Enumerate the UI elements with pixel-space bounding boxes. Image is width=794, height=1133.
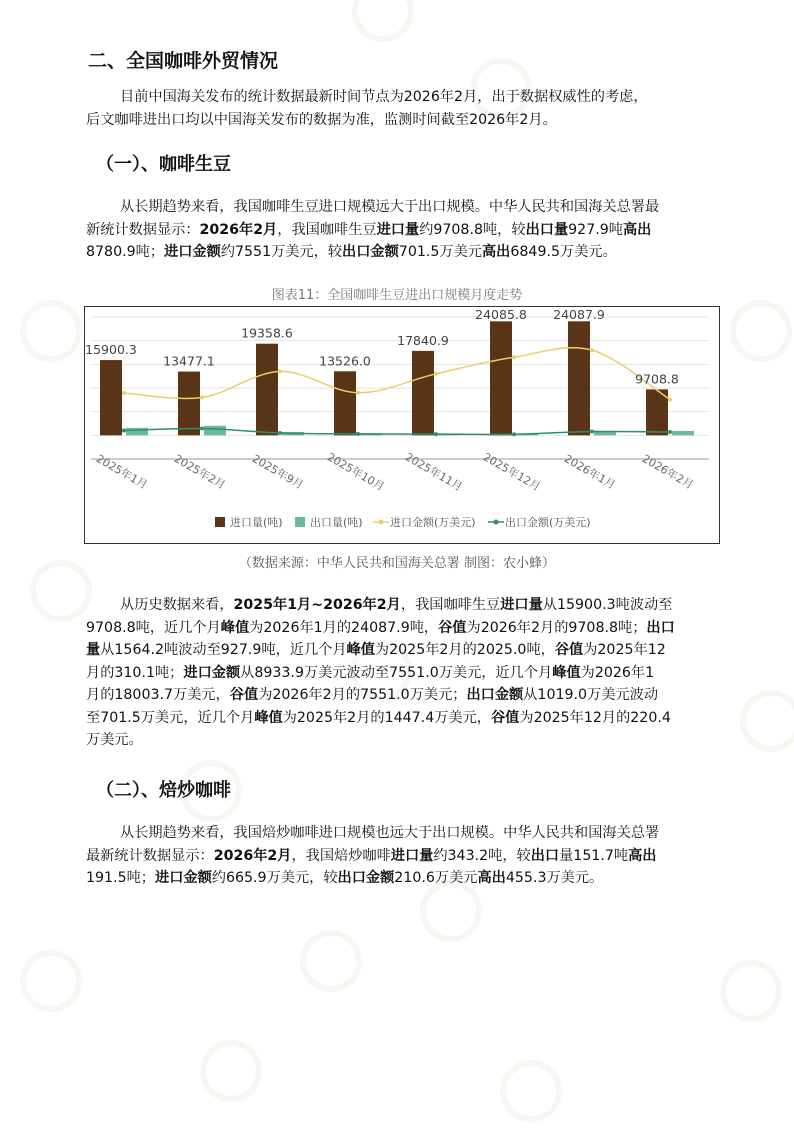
import-volume-bar bbox=[334, 371, 356, 435]
data-label: 13477.1 bbox=[163, 353, 215, 369]
import-amount-point bbox=[668, 398, 672, 402]
export-amount-point bbox=[200, 426, 204, 430]
data-label: 9708.8 bbox=[635, 371, 679, 387]
export-amount-point bbox=[278, 431, 282, 435]
text-line: 从历史数据来看，2025年1月~2026年2月，我国咖啡生豆进口量从15900.3吨波动至 bbox=[120, 597, 673, 613]
x-tick-label: 2025年9月 bbox=[249, 452, 306, 492]
x-tick-label: 2025年11月 bbox=[402, 450, 465, 494]
watermark-logo bbox=[489, 1049, 574, 1133]
text-line: 9708.8吨，近几个月峰值为2026年1月的24087.9吨，谷值为2026年2月的9708.8吨；出口 bbox=[86, 619, 675, 636]
legend-label: 进口金额(万美元) bbox=[390, 516, 476, 529]
import-volume-bar bbox=[412, 351, 434, 435]
data-label: 15900.3 bbox=[85, 342, 137, 358]
import-amount-point bbox=[434, 372, 438, 376]
x-tick-label: 2026年1月 bbox=[561, 452, 618, 492]
import-volume-bar bbox=[178, 372, 200, 436]
x-tick-label: 2025年10月 bbox=[324, 450, 387, 494]
roasted-coffee-summary-paragraph bbox=[86, 822, 722, 890]
watermark-logo bbox=[341, 0, 426, 53]
coffee-bean-summary-paragraph bbox=[86, 196, 722, 264]
legend-label: 进口量(吨) bbox=[230, 516, 283, 529]
legend-swatch bbox=[494, 520, 499, 525]
text-line: 从长期趋势来看，我国咖啡生豆进口规模远大于出口规模。中华人民共和国海关总署最 bbox=[120, 199, 660, 215]
import-volume-bar bbox=[100, 360, 122, 435]
export-volume-bar bbox=[204, 426, 226, 436]
bar-line-chart bbox=[85, 307, 719, 543]
export-amount-point bbox=[434, 432, 438, 436]
x-tick-label: 2025年12月 bbox=[480, 450, 543, 494]
legend-swatch bbox=[215, 517, 225, 527]
text-line: 月的310.1吨；进口金额从8933.9万美元波动至7551.0万美元，近几个月峰值为2026年1 bbox=[86, 664, 655, 681]
chart-title: 图表11：全国咖啡生豆进出口规模月度走势 bbox=[271, 288, 523, 303]
text-line: 8780.9吨；进口金额约7551万美元，较出口金额701.5万美元高出6849.5万美元。 bbox=[86, 244, 617, 260]
import-amount-point bbox=[590, 348, 594, 352]
import-amount-point bbox=[512, 355, 516, 359]
watermark-logo bbox=[9, 939, 94, 1024]
legend-swatch bbox=[379, 520, 384, 525]
chart-caption: （数据来源：中华人民共和国海关总署 制图：农小蜂） bbox=[238, 556, 556, 571]
watermark-logo bbox=[729, 679, 794, 764]
import-amount-point bbox=[356, 391, 360, 395]
watermark-logo bbox=[709, 949, 794, 1034]
export-amount-point bbox=[122, 429, 126, 433]
subsection-title: （一）、咖啡生豆 bbox=[96, 154, 231, 175]
data-label: 13526.0 bbox=[319, 353, 371, 369]
data-label: 24087.9 bbox=[553, 307, 605, 322]
text-line: 191.5吨；进口金额约665.9万美元，较出口金额210.6万美元高出455.3万美元。 bbox=[86, 870, 604, 886]
export-amount-point bbox=[512, 432, 516, 436]
data-label: 24085.8 bbox=[475, 307, 527, 322]
section-title: 二、全国咖啡外贸情况 bbox=[88, 50, 279, 72]
intro-paragraph bbox=[86, 86, 722, 131]
text-line: 量从1564.2吨波动至927.9吨，近几个月峰值为2025年2月的2025.0吨，谷值为2025年12 bbox=[86, 642, 666, 658]
import-amount-point bbox=[278, 369, 282, 373]
export-volume-bar bbox=[672, 431, 694, 435]
export-amount-point bbox=[356, 432, 360, 436]
import-volume-bar bbox=[568, 321, 590, 435]
text-line: 万美元。 bbox=[86, 732, 143, 748]
text-line: 目前中国海关发布的统计数据最新时间节点为2026年2月，出于数据权威性的考虑， bbox=[120, 89, 648, 105]
subsection-title: （二）、焙炒咖啡 bbox=[96, 780, 231, 801]
x-tick-label: 2025年2月 bbox=[171, 452, 228, 492]
watermark-logo bbox=[189, 1029, 274, 1114]
coffee-bean-history-paragraph bbox=[86, 594, 722, 752]
export-amount-point bbox=[590, 430, 594, 434]
export-amount-point bbox=[668, 430, 672, 434]
import-volume-bar bbox=[256, 344, 278, 436]
chart-container bbox=[84, 306, 720, 544]
data-label: 19358.6 bbox=[241, 325, 293, 341]
legend-label: 出口金额(万美元) bbox=[505, 516, 591, 529]
text-line: 后文咖啡进出口均以中国海关发布的数据为准，监测时间截至2026年2月。 bbox=[86, 111, 557, 128]
data-label: 17840.9 bbox=[397, 332, 449, 348]
text-line: 至701.5万美元，近几个月峰值为2025年2月的1447.4万美元，谷值为2025年12月的220.4 bbox=[86, 709, 671, 726]
legend-label: 出口量(吨) bbox=[310, 516, 363, 529]
import-amount-point bbox=[122, 391, 126, 395]
text-line: 从长期趋势来看，我国焙炒咖啡进口规模也远大于出口规模。中华人民共和国海关总署 bbox=[120, 825, 660, 841]
x-tick-label: 2025年1月 bbox=[93, 452, 150, 492]
import-volume-bar bbox=[490, 321, 512, 435]
watermark-logo bbox=[289, 919, 374, 1004]
text-line: 最新统计数据显示：2026年2月，我国焙炒咖啡进口量约343.2吨，较出口量151.7吨高出 bbox=[86, 847, 657, 864]
legend-swatch bbox=[295, 517, 305, 527]
text-line: 月的18003.7万美元，谷值为2026年2月的7551.0万美元；出口金额从1019.0万美元波动 bbox=[86, 687, 659, 703]
text-line: 新统计数据显示：2026年2月，我国咖啡生豆进口量约9708.8吨，较出口量927.9吨高出 bbox=[86, 221, 652, 238]
import-amount-point bbox=[200, 395, 204, 399]
x-tick-label: 2026年2月 bbox=[639, 452, 696, 492]
